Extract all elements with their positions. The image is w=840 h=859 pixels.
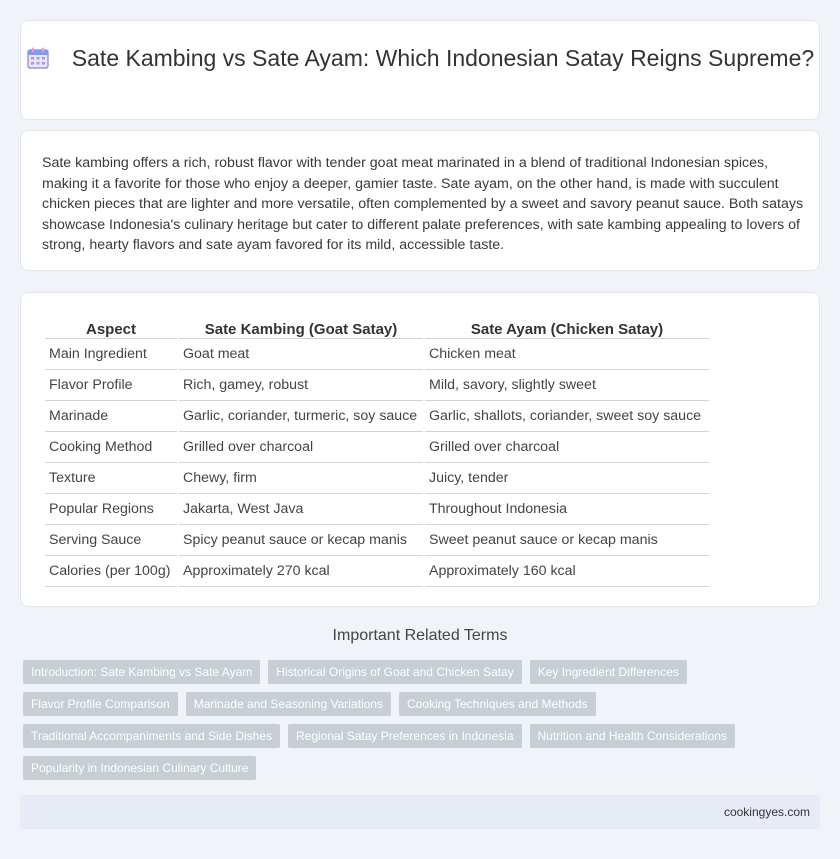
comparison-card — [20, 292, 820, 607]
table-row — [45, 463, 709, 494]
related-term-tag[interactable]: Popularity in Indonesian Culinary Culture — [23, 756, 256, 780]
tag-row — [23, 660, 823, 684]
header-sate-ayam: Sate Ayam (Chicken Satay) — [425, 315, 709, 339]
header-sate-kambing: Sate Kambing (Goat Satay) — [179, 315, 423, 339]
intro-paragraph: Sate kambing offers a rich, robust flavor with tender goat meat marinated in a blend of traditional Indonesian spices, making it a favorite for those who enjoy a deeper, gamier taste. Sate ayam, on the other hand, is made with succulent chicken pieces that are lighter and more versatile, often complemented by a sweet and savory peanut sauce. Both satays showcase Indonesia's culinary heritage but cater to different palate preferences, with sate kambing appealing to lovers of strong, hearty flavors and sate ayam favored for its mild, accessible taste. — [42, 155, 804, 253]
related-term-tag[interactable]: Historical Origins of Goat and Chicken Satay — [268, 660, 521, 684]
ayam-cell: Sweet peanut sauce or kecap manis — [425, 525, 709, 556]
table-row — [45, 432, 709, 463]
related-term-tag[interactable]: Nutrition and Health Considerations — [530, 724, 735, 748]
ayam-cell: Garlic, shallots, coriander, sweet soy sauce — [425, 401, 709, 432]
related-term-tag[interactable]: Key Ingredient Differences — [530, 660, 687, 684]
kambing-cell: Goat meat — [179, 339, 423, 370]
intro-card — [20, 130, 820, 271]
tag-row — [23, 724, 823, 748]
table-row — [45, 339, 709, 370]
footer-site-label: cookingyes.com — [723, 805, 810, 819]
kambing-cell: Grilled over charcoal — [179, 432, 423, 463]
related-term-tag[interactable]: Traditional Accompaniments and Side Dishes — [23, 724, 280, 748]
aspect-cell: Serving Sauce — [45, 525, 177, 556]
table-row — [45, 494, 709, 525]
related-term-tag[interactable]: Flavor Profile Comparison — [23, 692, 178, 716]
kambing-cell: Rich, gamey, robust — [179, 370, 423, 401]
tag-row — [23, 692, 823, 716]
ayam-cell: Chicken meat — [425, 339, 709, 370]
related-term-tag[interactable]: Cooking Techniques and Methods — [399, 692, 596, 716]
aspect-cell: Calories (per 100g) — [45, 556, 177, 587]
kambing-cell: Jakarta, West Java — [179, 494, 423, 525]
related-term-tag[interactable]: Introduction: Sate Kambing vs Sate Ayam — [23, 660, 260, 684]
tag-row — [23, 756, 823, 780]
related-term-tag[interactable]: Marinade and Seasoning Variations — [186, 692, 391, 716]
aspect-cell: Main Ingredient — [45, 339, 177, 370]
aspect-cell: Marinade — [45, 401, 177, 432]
title-wrap — [21, 44, 819, 77]
page-title: Sate Kambing vs Sate Ayam: Which Indonesian Satay Reigns Supreme? — [71, 45, 815, 71]
ayam-cell: Grilled over charcoal — [425, 432, 709, 463]
comparison-table — [43, 315, 711, 587]
calendar-icon — [26, 46, 50, 77]
table-row — [45, 370, 709, 401]
aspect-cell: Cooking Method — [45, 432, 177, 463]
kambing-cell: Chewy, firm — [179, 463, 423, 494]
table-row — [45, 556, 709, 587]
table-row — [45, 525, 709, 556]
kambing-cell: Garlic, coriander, turmeric, soy sauce — [179, 401, 423, 432]
related-term-tag[interactable]: Regional Satay Preferences in Indonesia — [288, 724, 521, 748]
title-card — [20, 20, 820, 120]
related-terms-list — [23, 660, 823, 788]
aspect-cell: Popular Regions — [45, 494, 177, 525]
table-row — [45, 401, 709, 432]
aspect-cell: Flavor Profile — [45, 370, 177, 401]
ayam-cell: Approximately 160 kcal — [425, 556, 709, 587]
table-header-row — [45, 315, 709, 339]
kambing-cell: Approximately 270 kcal — [179, 556, 423, 587]
related-terms-heading: Important Related Terms — [332, 627, 508, 644]
kambing-cell: Spicy peanut sauce or kecap manis — [179, 525, 423, 556]
ayam-cell: Juicy, tender — [425, 463, 709, 494]
header-aspect: Aspect — [45, 315, 177, 339]
footer — [20, 795, 820, 829]
aspect-cell: Texture — [45, 463, 177, 494]
ayam-cell: Mild, savory, slightly sweet — [425, 370, 709, 401]
ayam-cell: Throughout Indonesia — [425, 494, 709, 525]
